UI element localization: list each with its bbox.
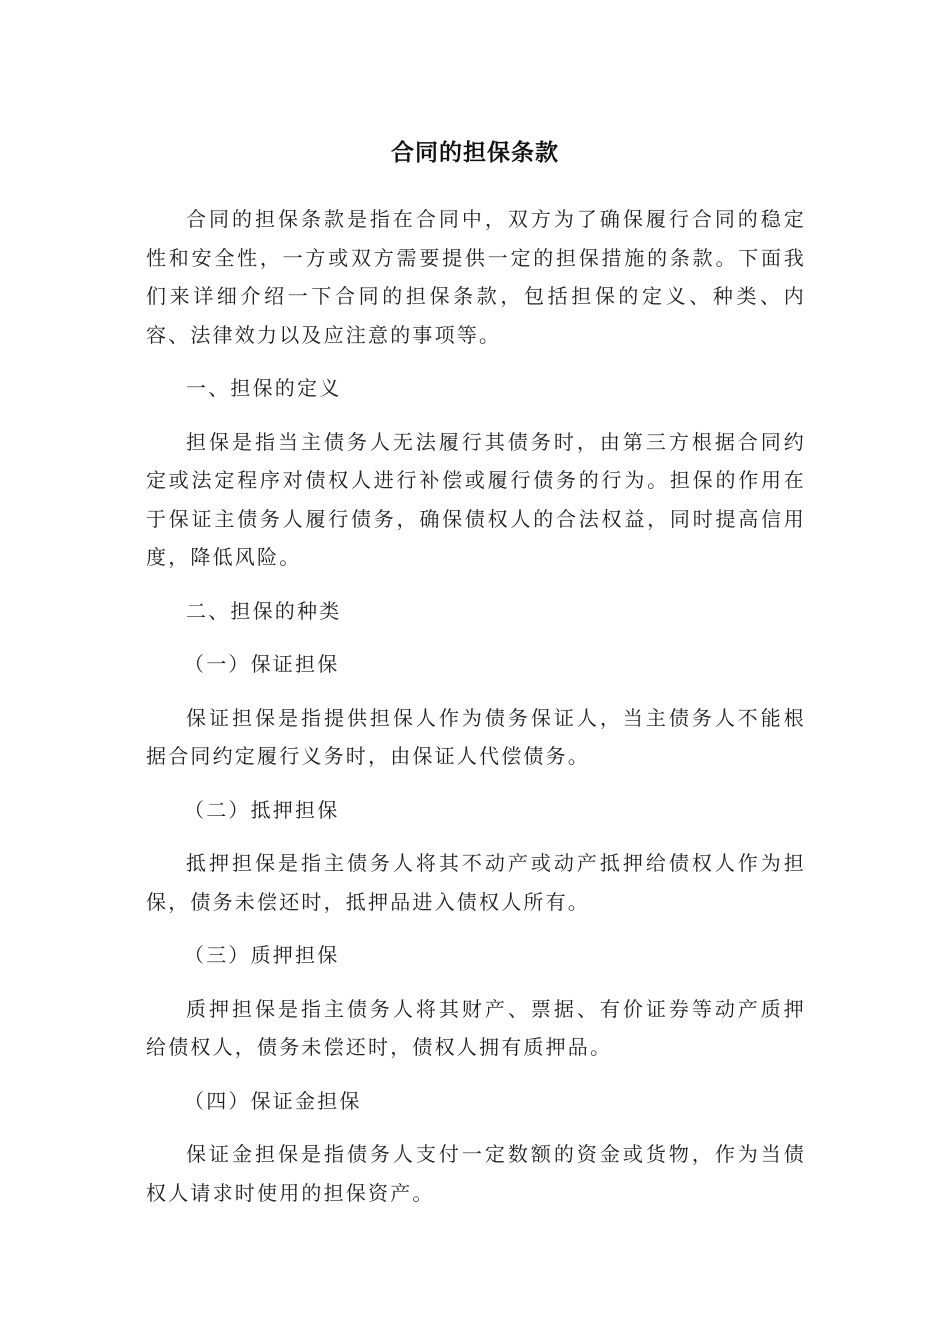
section-heading-definition: 一、担保的定义 xyxy=(186,376,342,400)
document-body xyxy=(146,200,806,1227)
deposit-paragraph: 保证金担保是指债务人支付一定数额的资金或货物，作为当债权人请求时使用的担保资产。 xyxy=(146,1142,806,1205)
intro-paragraph: 合同的担保条款是指在合同中，双方为了确保履行合同的稳定性和安全性，一方或双方需要提供一定的担保措施的条款。下面我们来详细介绍一下合同的担保条款，包括担保的定义、种类、内容、法律效力以及应注意的事项等。 xyxy=(146,207,806,347)
pledge-paragraph: 质押担保是指主债务人将其财产、票据、有价证券等动产质押给债权人，债务未偿还时，债权人拥有质押品。 xyxy=(146,996,806,1059)
document-title: 合同的担保条款 xyxy=(391,140,559,166)
section-heading-types: 二、担保的种类 xyxy=(186,598,342,623)
subheading-guarantee: （一）保证担保 xyxy=(184,652,340,676)
definition-paragraph: 担保是指当主债务人无法履行其债务时，由第三方根据合同约定或法定程序对债权人进行补偿或履行债务的行为。担保的作用在于保证主债务人履行债务，确保债权人的合法权益，同时提高信用度，降低风险。 xyxy=(146,429,806,569)
subheading-pledge: （三）质押担保 xyxy=(184,943,340,967)
subheading-deposit: （四）保证金担保 xyxy=(184,1088,362,1113)
mortgage-paragraph: 抵押担保是指主债务人将其不动产或动产抵押给债权人作为担保，债务未偿还时，抵押品进入债权人所有。 xyxy=(146,851,806,914)
guarantee-paragraph: 保证担保是指提供担保人作为债务保证人，当主债务人不能根据合同约定履行义务时，由保证人代偿债务。 xyxy=(146,705,806,768)
subheading-mortgage: （二）抵押担保 xyxy=(184,797,340,822)
